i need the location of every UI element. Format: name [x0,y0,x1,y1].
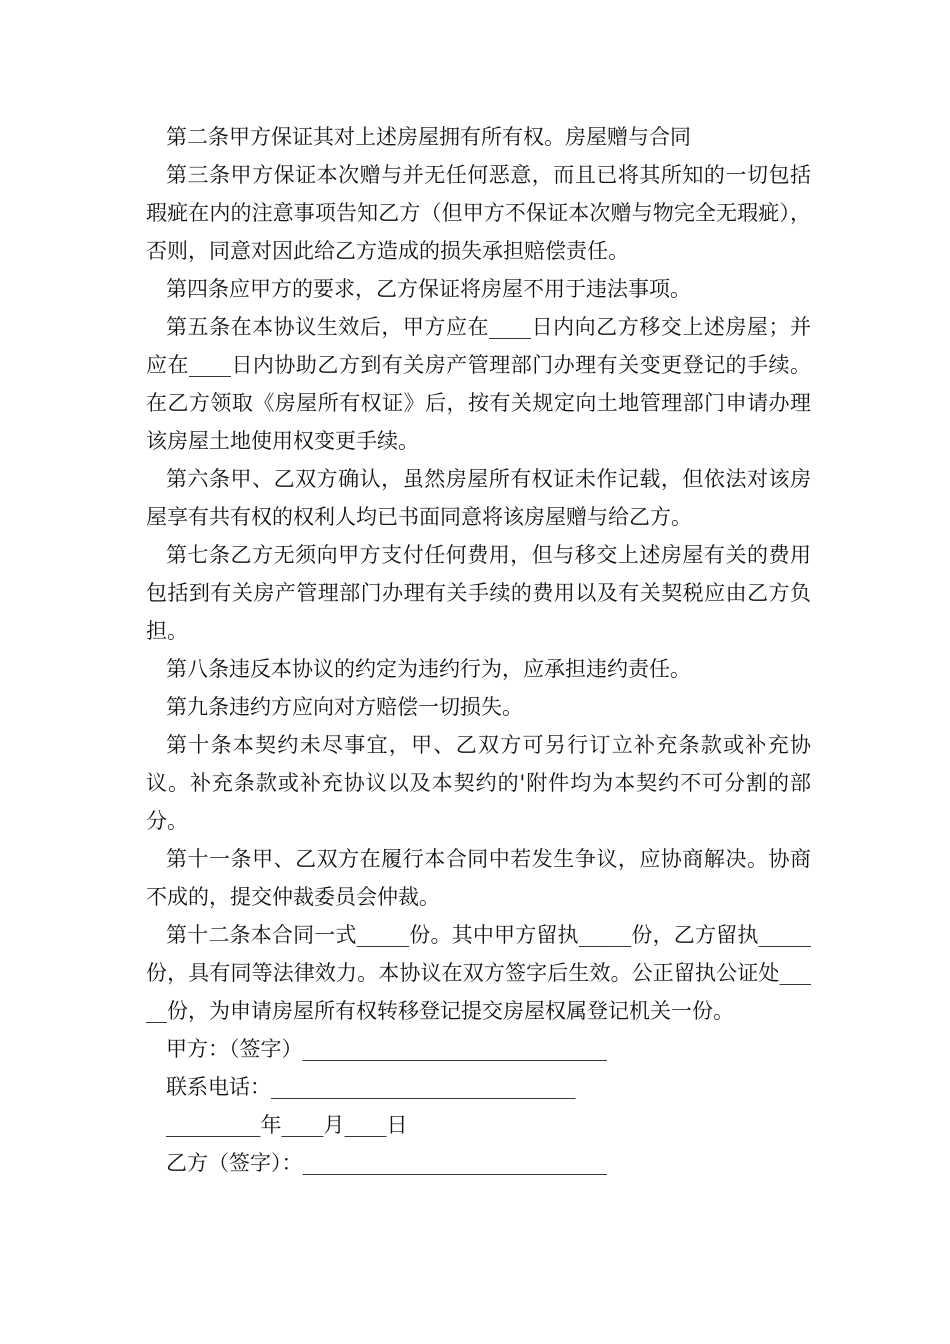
party-b-signature-line: 乙方（签字）：_____________________________ [166,1151,607,1175]
party-a-signature-line: 甲方：（签字）_____________________________ [166,1037,607,1061]
clause-6: 第六条甲、乙双方确认，虽然房屋所有权证未作记载，但依法对该房屋享有共有权的权利人均已书面同意将该房屋赠与给乙方。 [146,467,811,529]
clause-9: 第九条违约方应向对方赔偿一切损失。 [166,695,523,719]
clause-7: 第七条乙方无须向甲方支付任何费用，但与移交上述房屋有关的费用包括到有关房产管理部门办理有关手续的费用以及有关契税应由乙方负担。 [146,543,811,643]
clause-5: 第五条在本协议生效后，甲方应在____日内向乙方移交上述房屋；并应在____日内协助乙方到有关房产管理部门办理有关变更登记的手续。在乙方领取《房屋所有权证》后，按有关规定向土地管理部门申请办理该房屋土地使用权变更手续。 [146,315,811,453]
clause-10: 第十条本契约未尽事宜，甲、乙双方可另行订立补充条款或补充协议。补充条款或补充协议以及本契约的'附件均为本契约不可分割的部分。 [146,733,811,833]
clause-3: 第三条甲方保证本次赠与并无任何恶意，而且已将其所知的一切包括瑕疵在内的注意事项告知乙方（但甲方不保证本次赠与物完全无瑕疵），否则，同意对因此给乙方造成的损失承担赔偿责任。 [146,163,811,263]
document-body [146,118,811,1182]
clause-4: 第四条应甲方的要求，乙方保证将房屋不用于违法事项。 [166,277,691,301]
clause-2: 第二条甲方保证其对上述房屋拥有所有权。房屋赠与合同 [166,125,691,149]
clause-11: 第十一条甲、乙双方在履行本合同中若发生争议，应协商解决。协商不成的，提交仲裁委员会仲裁。 [146,847,811,909]
clause-12: 第十二条本合同一式_____份。其中甲方留执_____份，乙方留执_____份，具有同等法律效力。本协议在双方签字后生效。公正留执公证处_____份，为申请房屋所有权转移登记提交房屋权属登记机关一份。 [146,923,811,1023]
clause-8: 第八条违反本协议的约定为违约行为，应承担违约责任。 [166,657,691,681]
date-line: _________年____月____日 [166,1113,408,1137]
contact-phone-line: 联系电话：_____________________________ [166,1075,576,1099]
